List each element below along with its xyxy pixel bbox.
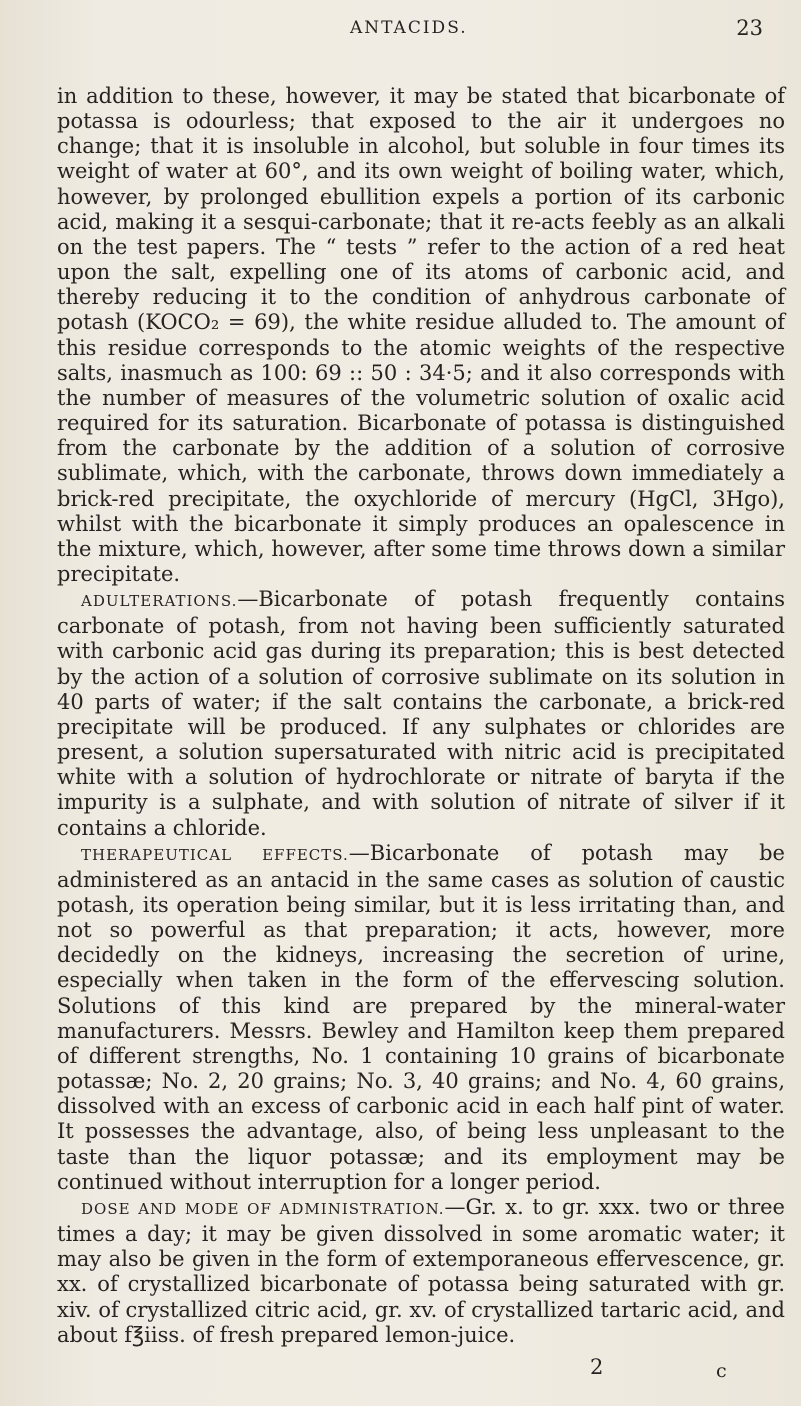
paragraph-therapeutical-effects	[57, 841, 785, 1195]
running-title: ANTACIDS.	[350, 18, 468, 38]
paragraph-dose	[57, 1195, 785, 1348]
paragraph-dose-text: —Gr. x. to gr. xxx. two or three times a day; it may be given dissolved in some aromatic water; it may also be given in the form of extemporaneous effervescence, gr. xx. of crystallized bicarbonate of potassa being saturated with gr. xiv. of crystallized citric acid, gr. xv. of crystallized tartaric acid, and about f℥iiss. of fresh prepared lemon-juice.	[57, 1194, 785, 1347]
paragraph-adulterations-text: —Bicarbonate of potash frequently contains carbonate of potash, from not having been sufficiently saturated with carbonic acid gas during its preparation; this is best detected by the action of a solution of corrosive sublimate on its solution in 40 parts of water; if the salt contains the carbonate, a brick-red precipitate will be produced. If any sulphates or chlorides are present, a solution supersaturated with nitric acid is precipitated white with a solution of hydrochlorate or nitrate of baryta if the impurity is a sulphate, and with solution of nitrate of silver if it contains a chloride.	[57, 587, 785, 840]
section-heading-adulterations: ADULTERATIONS.	[81, 592, 238, 611]
paragraph-properties-text: in addition to these, however, it may be stated that bicarbonate of potassa is odourless; that exposed to the air it undergoes no change; that it is insoluble in alcohol, but soluble in four times its weight of water at 60°, and its own weight of boiling water, which, however, by prolonged ebullition expels a portion of its carbonic acid, making it a sesqui-carbonate; that it re-acts feebly as an alkali on the test papers. The “ tests ” refer to the action of a red heat upon the salt, expelling one of its atoms of carbonic acid, and thereby reducing it to the condition of anhydrous carbonate of potash (KOCO₂ = 69), the white residue alluded to. The amount of this residue corresponds to the atomic weights of the respective salts, inasmuch as 100: 69 :: 50 : 34·5; and it also corresponds with the number of measures of the volumetric solution of oxalic acid required for its saturation. Bicarbonate of potassa is distinguished from the carbonate by the addition of a solution of corrosive sublimate, which, with the carbonate, throws down immediately a brick-red precipitate, the oxychloride of mercury (HgCl, 3Hgo), whilst with the bicarbonate it simply produces an opalescence in the mixture, which, however, after some time throws down a similar precipitate.	[57, 84, 785, 586]
section-heading-dose: DOSE AND MODE OF ADMINISTRATION.	[81, 1199, 445, 1218]
section-heading-therapeutical-effects: THERAPEUTICAL EFFECTS.	[81, 845, 349, 864]
paragraph-therapeutical-effects-text: —Bicarbonate of potash may be administered as an antacid in the same cases as solution of caustic potash, its operation being similar, but it is less irritating than, and not so powerful as that preparation; it acts, however, more decidedly on the kidneys, increasing the secretion of urine, especially when taken in the form of the effervescing solution. Solutions of this kind are prepared by the mineral-water manufacturers. Messrs. Bewley and Hamilton keep them prepared of different strengths, No. 1 containing 10 grains of bicarbonate potassæ; No. 2, 20 grains; No. 3, 40 grains; and No. 4, 60 grains, dissolved with an excess of carbonic acid in each half pint of water. It possesses the advantage, also, of being less unpleasant to the taste than the liquor potassæ; and its employment may be continued without interruption for a longer period.	[57, 840, 785, 1194]
signature-mark: c	[716, 1360, 727, 1382]
page-body	[57, 84, 785, 1348]
paragraph-properties	[57, 84, 785, 587]
page-number: 23	[736, 16, 763, 40]
signature-number: 2	[590, 1355, 604, 1379]
paragraph-adulterations	[57, 587, 785, 841]
